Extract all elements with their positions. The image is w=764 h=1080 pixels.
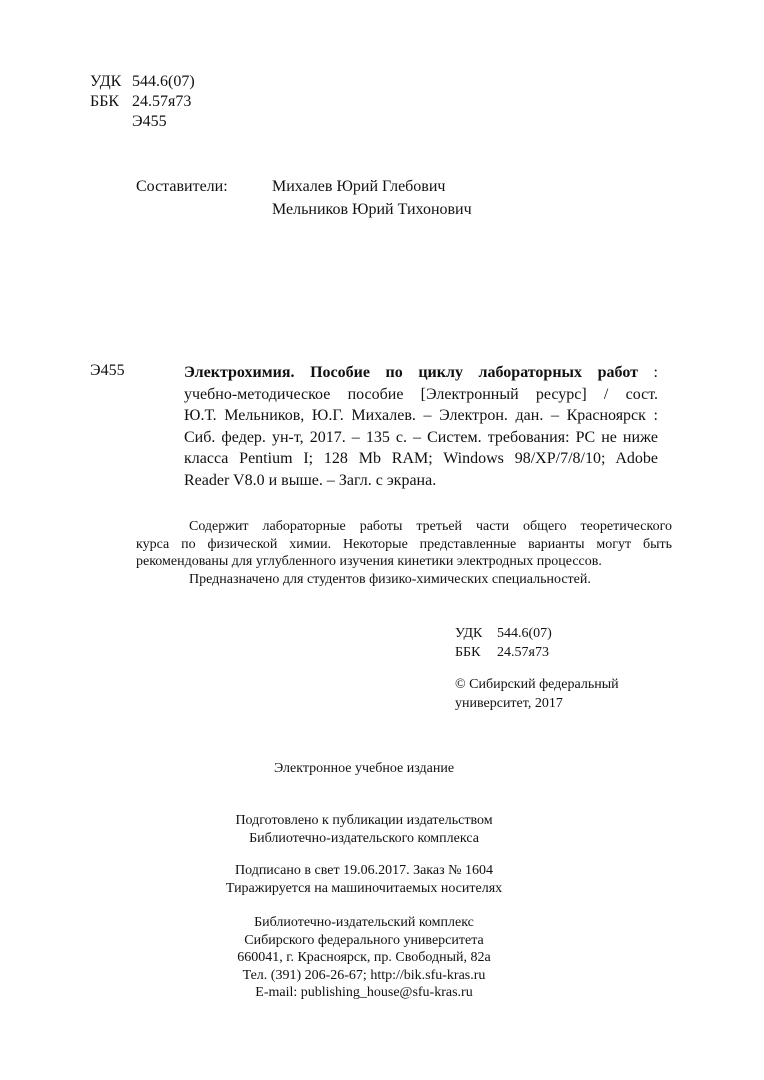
copyright <box>455 675 619 713</box>
udk-row <box>90 72 195 92</box>
signed-info <box>0 862 746 897</box>
right-classification-codes <box>455 624 552 662</box>
bbk-value: 24.57я73 <box>497 645 549 660</box>
publisher-address: 660041, г. Красноярск, пр. Свободный, 82а <box>237 950 491 965</box>
publisher-contacts: Тел. (391) 206-26-67; http://bik.sfu-kras.ru <box>242 967 486 983</box>
udk-row <box>455 624 552 643</box>
prepared-line: Библиотечно-издательского комплекса <box>249 830 479 846</box>
book-title: Электрохимия. Пособие по циклу лабораторных работ <box>184 364 638 381</box>
bbk-row <box>455 643 552 662</box>
publisher-email: E-mail: publishing_house@sfu-kras.ru <box>255 985 473 1000</box>
classification-codes <box>90 72 195 132</box>
bbk-row <box>90 92 195 112</box>
copyright-line: © Сибирский федеральный <box>455 677 619 692</box>
bib-line: класса Pentium I; 128 Mb RAM; Windows 98/XP/7/8/10; Adobe <box>184 450 658 468</box>
bib-author-mark: Э455 <box>90 362 125 379</box>
signed-line: Тиражируется на машиночитаемых носителях <box>225 880 503 896</box>
bib-title-line <box>184 362 658 384</box>
publisher-line: Сибирского федерального университета <box>244 932 484 948</box>
compiler-name: Михалев Юрий Глебович <box>272 178 446 195</box>
bbk-label: ББК <box>90 93 120 110</box>
author-mark: Э455 <box>132 113 167 130</box>
bib-line: Reader V8.0 и выше. – Загл. с экрана. <box>184 471 437 489</box>
udk-label: УДК <box>90 73 122 90</box>
signed-line: Подписано в свет 19.06.2017. Заказ № 1604 <box>234 863 493 878</box>
annotation-line: Содержит лабораторные работы третьей части общего теоретического <box>189 519 672 534</box>
publisher-info <box>0 914 746 1002</box>
compiler-name: Мельников Юрий Тихонович <box>272 201 472 218</box>
udk-label: УДК <box>455 626 483 641</box>
bbk-value: 24.57я73 <box>132 93 192 110</box>
annotation-line: курса по физической химии. Некоторые представленные варианты могут быть <box>136 536 672 552</box>
compilers <box>136 175 472 221</box>
annotation <box>136 518 672 588</box>
edition-text: Электронное учебное издание <box>273 761 455 776</box>
annotation-line: Предназначено для студентов физико-химических специальностей. <box>189 571 591 587</box>
compilers-names <box>272 175 472 221</box>
compilers-label: Составители: <box>136 178 228 195</box>
annotation-line: рекомендованы для углубленного изучения кинетики электродных процессов. <box>136 554 602 569</box>
title-tail: : <box>637 364 658 381</box>
prepared-line: Подготовлено к публикации издательством <box>235 813 493 828</box>
bib-line: Ю.Т. Мельников, Ю.Г. Михалев. – Электрон. дан. – Красноярск : <box>184 407 658 425</box>
udk-value: 544.6(07) <box>497 626 552 641</box>
udk-value: 544.6(07) <box>132 73 195 90</box>
publisher-line: Библиотечно-издательский комплекс <box>254 915 474 930</box>
copyright-line: университет, 2017 <box>455 696 563 711</box>
prepared-by <box>0 812 746 847</box>
edition-type <box>0 760 746 778</box>
bib-line: учебно-методическое пособие [Электронный ресурс] / сост. <box>184 385 658 403</box>
bibliographic-record <box>184 362 658 492</box>
bbk-label: ББК <box>455 645 481 660</box>
bib-line: Сиб. федер. ун-т, 2017. – 135 с. – Систем. требования: PC не ниже <box>184 428 658 446</box>
